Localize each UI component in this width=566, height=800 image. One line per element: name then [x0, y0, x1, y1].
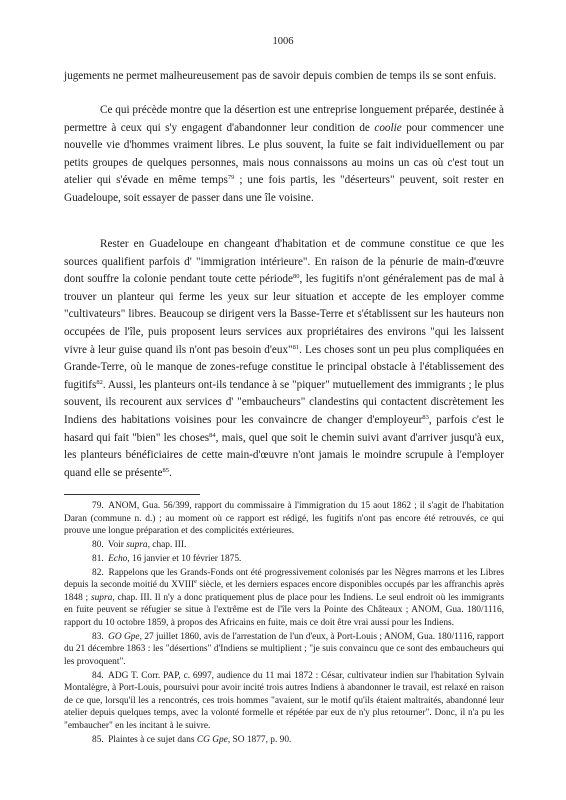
footnote-83	[64, 631, 504, 669]
footnote-text: siècle, et les derniers espaces encore disponibles occupés par les affranchis après 1848 ;	[64, 580, 504, 603]
footnote-number: 79.	[92, 501, 104, 511]
footnote-ref-83[interactable]: 83	[422, 413, 429, 421]
footnote-number: 85.	[92, 734, 104, 745]
footnote-number: 81.	[92, 553, 104, 564]
paragraph-text: Ce qui précède montre que la désertion est une entreprise longuement préparée, destinée à permettre à ceux qui s'y engagent d'abandonner leur condition de	[64, 104, 504, 134]
footnote-divider	[64, 494, 200, 495]
footnote-ref-79[interactable]: 79	[227, 174, 235, 182]
paragraph-text: Rester en Guadeloupe en changeant d'habitation et de commune constitue ce que les sources qualifient parfois d' "immigration intérieure". En raison de la pénurie de main-d'œuvre dont souffre la colonie pendant toute cette période	[64, 238, 504, 286]
footnote-ref-84[interactable]: 84	[209, 431, 216, 439]
footnote-number: 82.	[92, 567, 104, 578]
footnote-text: ADG T. Corr. PAP, c. 6997, audience du 11 mai 1872 : César, cultivateur indien sur l'habitation Sylvain Montalègre, à Port-Louis, poursuivi pour avoir incité trois autres Indiens à abandonner le travail, est relaxé en raison de ce que, lorsqu'il les a rencontrés, ces trois hommes "avaient, sur le motif qu'ils étaient maltraités, abandonné leur atelier depuis quelques temps, avec la volonté formelle et répétée par eux de n'y plus retourner". Donc, il n'a pu les "embaucher" en les incitant à le suivre.	[64, 670, 504, 732]
footnote-superscript: e	[194, 578, 198, 586]
body-paragraph-3	[64, 236, 504, 482]
footnote-number: 83.	[92, 631, 104, 642]
footnotes-section	[64, 500, 504, 748]
paragraph-text: . Les choses sont un peu plus compliquées en Grande-Terre, où le manque de zones-refuge constitue le principal obstacle à l'établissement des fugitifs	[64, 343, 504, 391]
footnote-italic: CG Gpe	[196, 734, 228, 745]
footnote-text: , SO 1877, p. 90.	[227, 734, 292, 745]
footnote-text: , 27 juillet 1860, avis de l'arrestation de l'un d'eux, à Port-Louis ; ANOM, Gua. 180/1116, rapport du 21 décembre 1863 : les "désertions" d'Indiens se multiplient ; "je suis convaincu que ce sont des embaucheurs qui les provoquent".	[64, 631, 504, 667]
paragraph-text: ; une fois partis, les "déserteurs" peuvent, soit rester en Guadeloupe, soit essayer de passer dans une île voisine.	[64, 174, 504, 204]
footnote-80	[64, 539, 504, 552]
footnote-81	[64, 553, 504, 566]
footnote-84	[64, 670, 504, 733]
italic-term: coolie	[374, 121, 402, 134]
footnote-number: 84.	[92, 670, 104, 681]
page-number: 1006	[272, 36, 294, 47]
footnote-79	[64, 500, 504, 538]
footnote-italic: GO Gpe	[108, 631, 140, 642]
paragraph-text: . Aussi, les planteurs ont-ils tendance à se "piquer" mutuellement des immigrants ; le plus souvent, ils recourent aux services d' "embaucheurs" clandestins qui contactent discrètement les Indiens des habitations voisines pour les convaincre de changer d'employeur	[64, 378, 504, 426]
footnote-italic: Echo	[108, 553, 128, 564]
footnote-ref-80[interactable]: 80	[292, 273, 300, 281]
footnote-text: Plaintes à ce sujet dans	[108, 734, 197, 745]
footnote-italic: supra	[126, 539, 148, 550]
footnote-ref-82[interactable]: 82	[96, 378, 103, 386]
paragraph-text: , parfois c'est le hasard qui fait "bien" les choses	[64, 413, 504, 444]
footnote-ref-81[interactable]: 81	[292, 343, 300, 351]
footnote-italic: supra	[90, 592, 113, 603]
footnote-text: , chap. III. Il n'y a donc pratiquement plus de place pour les Indiens. Le seul endroit où les immigrants en fuite peuvent se réfugier se situe à l'extrême est de l'île vers la Pointe des Châteaux ; ANOM, Gua. 180/1116, rapport du 10 octobre 1859, à propos des Africains en fuite, mais ce doit être vrai aussi pour les Indiens.	[64, 592, 505, 628]
footnote-82	[64, 567, 504, 630]
paragraph-text: pour commencer une nouvelle vie d'hommes vraiment libres. Le plus souvent, la fuite se fait individuellement ou par petits groupes de quelques personnes, mais nous connaissons au moins un cas où c'est tout un atelier qui s'évade en même temps	[64, 121, 504, 187]
footnote-text: Rappelons que les Grands-Fonds ont été progressivement colonisés par les Nègres marrons et les Libres depuis la seconde moitié du XVIII	[64, 567, 505, 591]
footnote-number: 80.	[92, 539, 104, 550]
footnote-text: Voir	[107, 539, 127, 550]
body-paragraph-1	[64, 68, 504, 86]
footnote-ref-85[interactable]: 85	[162, 466, 169, 474]
footnote-text: , 16 janvier et 10 février 1875.	[127, 553, 242, 564]
footnote-85	[64, 734, 504, 747]
paragraph-text: jugements ne permet malheureusement pas de savoir depuis combien de temps ils se sont enfuis.	[64, 70, 497, 82]
body-paragraph-2	[64, 102, 504, 208]
paragraph-text: , les fugitifs n'ont généralement pas de mal à trouver un planteur qui ferme les yeux sur leur situation et accepte de les employer comme "cultivateurs" libres. Beaucoup se dirigent vers la Basse-Terre et s'établissent sur les hauteurs non occupées de l'île, puis proposent leurs services aux propriétaires des environs "qui les laissent vivre à leur guise quand ils n'ont pas besoin d'eux"	[64, 273, 504, 356]
paragraph-text: .	[168, 466, 172, 479]
paragraph-text: , mais, quel que soit le chemin suivi avant d'arriver jusqu'à eux, les planteurs bénéficiaires de cette main-d'œuvre n'ont jamais le moindre scrupule à l'employer quand elle se présente	[64, 431, 504, 479]
footnote-text: , chap. III.	[147, 539, 187, 550]
footnote-text: ANOM, Gua. 56/399, rapport du commissaire à l'immigration du 15 aout 1862 ; il s'agit de l'habitation Daran (commune n. d.) ; au moment où ce rapport est rédigé, les fugitifs n'ont pas encore été retrouvés, ce qui prouve une longue préparation et des complicités extérieures.	[64, 501, 504, 537]
